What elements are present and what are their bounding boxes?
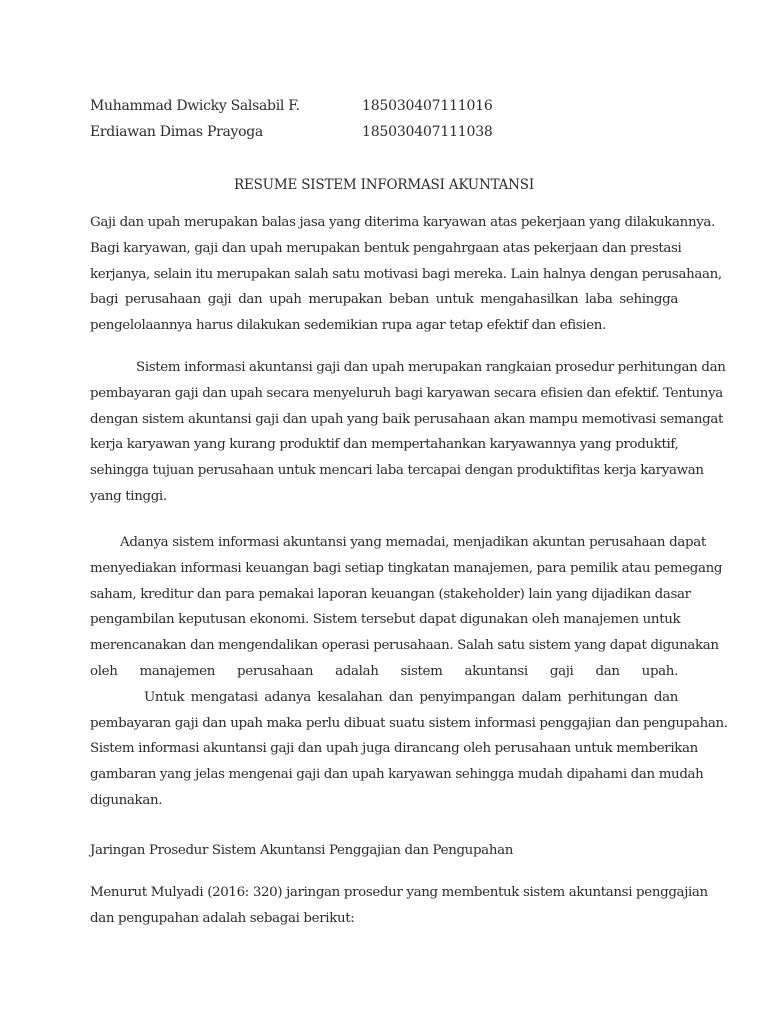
paragraph-line: Bagi karyawan, gaji dan upah merupakan bentuk pengahrgaan atas pekerjaan dan prestasi (90, 240, 682, 256)
paragraph-line: Menurut Mulyadi (2016: 320) jaringan prosedur yang membentuk sistem akuntansi penggajian (90, 885, 708, 900)
paragraph-line: yang tinggi. (90, 488, 167, 504)
paragraph-line: merencanakan dan mengendalikan operasi perusahaan. Salah satu sistem yang dapat digunakan (90, 638, 719, 654)
paragraph-line: pembayaran gaji dan upah secara menyeluruh bagi karyawan secara efisien dan efektif. Tentunya (90, 385, 723, 401)
paragraph-line: digunakan. (90, 792, 163, 808)
paragraph-line: Gaji dan upah merupakan balas jasa yang diterima karyawan atas pekerjaan yang dilakukannya. (90, 215, 715, 230)
paragraph-line: dan pengupahan adalah sebagai berikut: (90, 910, 355, 926)
author-name: Erdiawan Dimas Prayoga (90, 124, 263, 140)
paragraph-1 (90, 210, 722, 339)
document-title: RESUME SISTEM INFORMASI AKUNTANSI (234, 177, 534, 193)
paragraph-line: bagi perusahaan gaji dan upah merupakan beban untuk mengahasilkan laba sehingga (90, 292, 678, 308)
paragraph-line: Untuk mengatasi adanya kesalahan dan penyimpangan dalam perhitungan dan (144, 689, 678, 705)
paragraph-line: Sistem informasi akuntansi gaji dan upah juga dirancang oleh perusahaan untuk memberikan (90, 741, 698, 757)
paragraph-line: sehingga tujuan perusahaan untuk mencari laba tercapai dengan produktifitas kerja karyawan (90, 463, 704, 479)
paragraph-line: pengambilan keputusan ekonomi. Sistem tersebut dapat digunakan oleh manajemen untuk (90, 612, 681, 628)
author-name: Muhammad Dwicky Salsabil F. (90, 98, 300, 114)
paragraph-line: dengan sistem akuntansi gaji dan upah yang baik perusahaan akan mampu memotivasi semangat (90, 411, 724, 427)
paragraph-line: Sistem informasi akuntansi gaji dan upah merupakan rangkaian prosedur perhitungan dan (136, 360, 726, 375)
author-nim: 185030407111038 (362, 124, 493, 140)
paragraph-3 (90, 530, 728, 814)
paragraph-line: pengelolaannya harus dilakukan sedemikian rupa agar tetap efektif dan efisien. (90, 318, 606, 334)
paragraph-line: oleh manajemen perusahaan adalah sistem akuntansi gaji dan upah. (90, 663, 678, 679)
paragraph-line: kerja karyawan yang kurang produktif dan mempertahankan karyawannya yang produktif, (90, 437, 679, 453)
author-row (90, 93, 690, 119)
paragraph-line: pembayaran gaji dan upah maka perlu dibuat suatu sistem informasi penggajian dan pengupahan. (90, 715, 728, 731)
author-row (90, 119, 690, 145)
paragraph-line: kerjanya, selain itu merupakan salah satu motivasi bagi mereka. Lain halnya dengan perusahaan, (90, 266, 722, 282)
paragraph-line: saham, kreditur dan para pemakai laporan keuangan (stakeholder) lain yang dijadikan dasar (90, 586, 691, 602)
paragraph-line: Adanya sistem informasi akuntansi yang memadai, menjadikan akuntan perusahaan dapat (120, 535, 706, 550)
author-nim: 185030407111016 (362, 98, 493, 114)
section-heading: Jaringan Prosedur Sistem Akuntansi Penggajian dan Pengupahan (90, 843, 513, 858)
author-list (90, 93, 690, 145)
paragraph-line: gambaran yang jelas mengenai gaji dan upah karyawan sehingga mudah dipahami dan mudah (90, 767, 704, 783)
paragraph-line: menyediakan informasi keuangan bagi setiap tingkatan manajemen, para pemilik atau pemegang (90, 560, 723, 576)
paragraph-4 (90, 880, 708, 932)
paragraph-2 (90, 355, 726, 510)
